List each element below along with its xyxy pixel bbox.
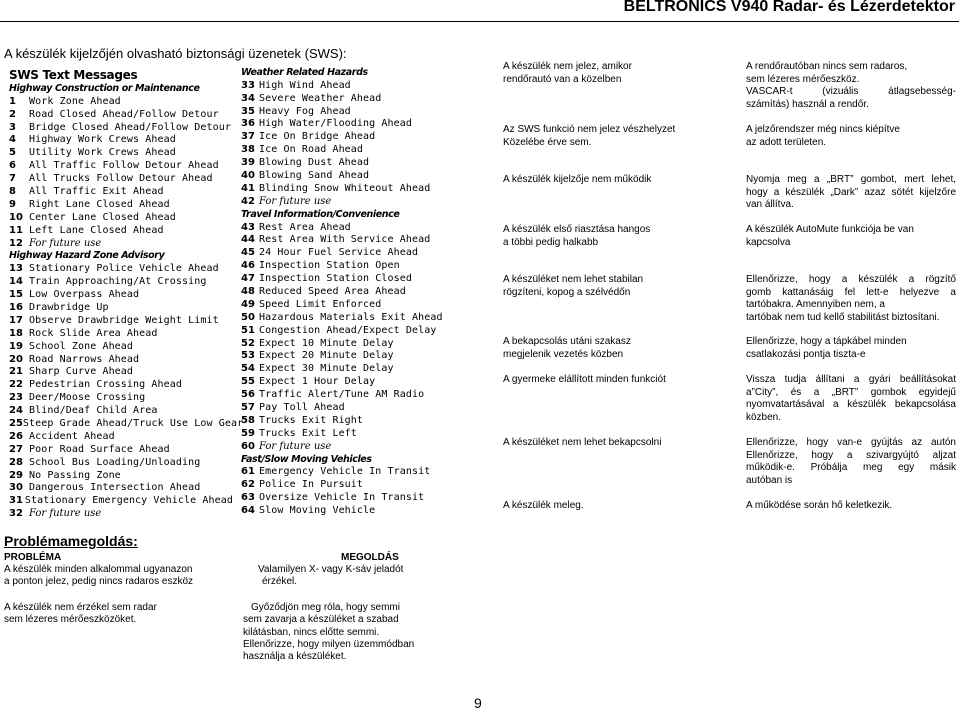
sws-message-number: 57 <box>241 401 255 413</box>
sws-section-heading: Weather Related Hazards <box>241 67 368 78</box>
problem-line: A készülék meleg. <box>503 500 584 511</box>
sws-message-row <box>241 286 461 299</box>
solution-column-header: MEGOLDÁS <box>341 552 399 563</box>
sws-message-number: 35 <box>241 105 255 117</box>
sws-message-text: Blind/Deaf Child Area <box>29 405 158 417</box>
problem-line: Közelébe érve sem. <box>503 136 592 148</box>
solution-line: Nyomja meg a „BRT” gombot, mert lehet, <box>746 174 956 185</box>
sws-message-text: Accident Ahead <box>29 430 115 442</box>
problem-line: A készülék nem jelez, amikor <box>503 61 632 72</box>
solution-line: számítás) használ a rendőr. <box>746 98 869 110</box>
sws-message-number: 21 <box>9 366 23 378</box>
sws-message-number: 63 <box>241 492 255 504</box>
troubleshooting-problem <box>503 124 713 149</box>
sws-message-text: School Zone Ahead <box>29 340 134 352</box>
sws-message-text: Heavy Fog Ahead <box>259 105 351 117</box>
sws-message-number: 34 <box>241 92 255 104</box>
sws-message-number: 40 <box>241 170 255 182</box>
problem-text: A készülék minden alkalommal ugyanazon <box>4 564 193 575</box>
sws-message-text: Blowing Dust Ahead <box>259 157 370 169</box>
sws-message-row <box>9 302 233 315</box>
sws-message-text: Congestion Ahead/Expect Delay <box>259 324 437 336</box>
sws-message-text: Trucks Exit Left <box>259 427 357 439</box>
sws-message-number: 27 <box>9 443 23 455</box>
solution-line: működik-e. Próbálja meg egy másik <box>746 462 956 473</box>
solution-line: tartóbakra. Amennyiben nem, a <box>746 299 885 310</box>
sws-message-row <box>9 225 233 238</box>
solution-line: Ellenőrizze, hogy van-e gyújtás az autón <box>746 437 956 448</box>
problem-solving-heading: Problémamegoldás: <box>4 533 138 549</box>
problem-text: sem lézeres mérőeszközöket. <box>4 614 137 626</box>
sws-message-number: 5 <box>9 147 16 159</box>
sws-message-row <box>9 405 233 418</box>
sws-message-row <box>9 470 233 483</box>
sws-message-row <box>241 93 461 106</box>
sws-message-row <box>241 350 461 363</box>
problem-line: A készülék első riasztása hangos <box>503 224 651 235</box>
sws-heading: A készülék kijelzőjén olvasható biztonsági üzenetek (SWS): <box>4 46 347 61</box>
sws-message-number: 16 <box>9 301 23 313</box>
sws-message-row <box>241 402 461 415</box>
sws-message-row <box>9 263 233 276</box>
problem-line: A készülék kijelzője nem működik <box>503 174 652 185</box>
troubleshooting-solution <box>746 336 956 361</box>
solution-line: hogy a készülék „Dark” azaz sötét kijelzőre <box>746 186 956 198</box>
sws-message-row <box>241 234 461 247</box>
sws-message-row <box>9 354 233 367</box>
solution-text: érzékel. <box>262 576 298 588</box>
sws-message-number: 29 <box>9 469 23 481</box>
sws-message-text: Reduced Speed Area Ahead <box>259 285 406 297</box>
sws-message-row <box>241 299 461 312</box>
sws-message-number: 1 <box>9 95 16 107</box>
solution-line: a”City”, és a „BRT” gombok egyidejű <box>746 386 956 398</box>
sws-message-row <box>9 341 233 354</box>
problem-text: A készülék nem érzékel sem radar <box>4 602 157 613</box>
sws-message-text: Hazardous Materials Exit Ahead <box>259 311 443 323</box>
sws-message-text: Oversize Vehicle In Transit <box>259 492 425 504</box>
solution-line: Vissza tudja állítani a gyári beállításokat <box>746 374 956 385</box>
sws-message-number: 26 <box>9 430 23 442</box>
sws-message-row <box>241 118 461 131</box>
sws-message-number: 23 <box>9 392 23 404</box>
sws-message-number: 60 <box>241 440 255 452</box>
sws-message-row <box>241 415 461 428</box>
sws-message-number: 53 <box>241 350 255 362</box>
sws-column-right <box>241 67 461 518</box>
sws-message-number: 9 <box>9 198 16 210</box>
sws-message-text: Blinding Snow Whiteout Ahead <box>259 182 431 194</box>
problem-line: A bekapcsolás utáni szakasz <box>503 336 631 347</box>
sws-message-number: 11 <box>9 224 23 236</box>
sws-message-text: No Passing Zone <box>29 469 121 481</box>
sws-message-number: 49 <box>241 298 255 310</box>
solution-text: használja a készüléket. <box>243 651 347 663</box>
sws-section-heading: Travel Information/Convenience <box>241 208 400 220</box>
sws-message-number: 44 <box>241 234 255 246</box>
sws-message-text: Stationary Police Vehicle Ahead <box>29 263 219 275</box>
sws-message-row <box>9 173 233 186</box>
solution-line: kapcsolva <box>746 236 791 248</box>
sws-message-number: 41 <box>241 182 255 194</box>
sws-message-text: Train Approaching/At Crossing <box>29 276 207 288</box>
sws-message-row <box>241 183 461 196</box>
troubleshooting-problem <box>503 174 713 187</box>
sws-message-text: School Bus Loading/Unloading <box>29 456 201 468</box>
sws-message-row <box>9 186 233 199</box>
sws-message-table <box>6 67 443 522</box>
sws-message-number: 50 <box>241 311 255 323</box>
sws-message-row <box>241 196 461 209</box>
sws-section-heading: Fast/Slow Moving Vehicles <box>241 453 372 465</box>
sws-message-row <box>241 325 461 338</box>
sws-message-number: 4 <box>9 134 16 146</box>
sws-message-number: 59 <box>241 427 255 439</box>
solution-line: VASCAR-t (vizuális átlagsebesség- <box>746 86 956 97</box>
sws-column-left <box>9 67 244 521</box>
sws-message-number: 2 <box>9 108 16 120</box>
sws-message-row <box>241 492 461 505</box>
troubleshooting-solution <box>746 174 956 212</box>
troubleshooting-solution <box>746 500 956 513</box>
sws-message-text: Slow Moving Vehicle <box>259 505 376 516</box>
sws-message-number: 19 <box>9 340 23 352</box>
sws-section-heading: Highway Construction or Maintenance <box>9 83 200 94</box>
sws-message-text: High Water/Flooding Ahead <box>259 118 413 130</box>
sws-message-text: Trucks Exit Right <box>259 414 364 426</box>
sws-message-number: 36 <box>241 118 255 130</box>
sws-message-number: 12 <box>9 237 23 249</box>
sws-message-number: 13 <box>9 263 23 275</box>
sws-message-text: Expect 1 Hour Delay <box>259 376 376 388</box>
sws-message-row <box>241 273 461 286</box>
sws-message-text: Stationary Emergency Vehicle Ahead <box>24 495 233 507</box>
sws-message-row <box>241 312 461 325</box>
sws-message-row <box>241 131 461 144</box>
document-title: BELTRONICS V940 Radar- és Lézerdetektor <box>623 0 955 15</box>
sws-message-row <box>241 260 461 273</box>
solution-line: van állítva. <box>746 199 794 210</box>
solution-line: nyomvatartásával a készülék bekapcsolása <box>746 399 956 410</box>
sws-message-number: 55 <box>241 376 255 388</box>
sws-message-row <box>241 157 461 170</box>
troubleshooting-problem <box>503 374 713 387</box>
problem-line: a többi pedig halkabb <box>503 236 599 248</box>
sws-message-row <box>9 212 233 225</box>
troubleshooting-solution <box>746 61 956 111</box>
troubleshooting-problem <box>503 437 713 450</box>
solution-line: autóban is <box>746 474 793 486</box>
sws-message-row <box>241 363 461 376</box>
solution-line: az adott területen. <box>746 136 827 148</box>
sws-message-number: 3 <box>9 121 16 133</box>
sws-message-number: 37 <box>241 131 255 143</box>
sws-message-number: 51 <box>241 324 255 336</box>
solution-line: Ellenőrizze, hogy a készülék a rögzítő <box>746 274 956 285</box>
sws-message-text: Rest Area With Service Ahead <box>259 234 431 246</box>
sws-section-heading: Highway Hazard Zone Advisory <box>9 250 165 262</box>
solution-line: közben. <box>746 411 782 423</box>
sws-message-row <box>241 222 461 235</box>
sws-message-row <box>9 96 233 109</box>
sws-message-text: Expect 10 Minute Delay <box>259 337 394 349</box>
sws-message-text: Poor Road Surface Ahead <box>29 443 170 455</box>
sws-message-row <box>241 505 461 518</box>
sws-message-row <box>9 109 233 122</box>
sws-message-number: 6 <box>9 160 16 172</box>
sws-message-number: 10 <box>9 211 23 223</box>
problem-line: A gyermeke elállított minden funkciót <box>503 374 666 385</box>
troubleshooting-solution <box>746 437 956 487</box>
sws-message-row <box>9 417 244 431</box>
solution-line: A rendőrautóban nincs sem radaros, <box>746 61 908 72</box>
sws-message-row <box>9 315 233 328</box>
solution-line: tartóbak nem tud kellő stabilitást biztosítani. <box>746 311 940 323</box>
solution-line: A működése során hő keletkezik. <box>746 500 893 511</box>
sws-message-number: 56 <box>241 389 255 401</box>
sws-message-text: All Traffic Follow Detour Ahead <box>29 160 219 172</box>
sws-message-text: Steep Grade Ahead/Truck Use Low Gear <box>22 417 244 429</box>
sws-message-row <box>9 238 233 251</box>
sws-message-number: 28 <box>9 456 23 468</box>
solution-text: kilátásban, nincs előtte semmi. <box>243 626 380 638</box>
sws-message-number: 7 <box>9 173 16 185</box>
sws-message-text: Inspection Station Closed <box>259 273 413 285</box>
problem-line: rögzíteni, kopog a szélvédőn <box>503 286 631 298</box>
sws-message-text: Speed Limit Enforced <box>259 298 382 310</box>
sws-title: SWS Text Messages <box>9 68 138 82</box>
sws-message-text: Highway Work Crews Ahead <box>29 134 176 146</box>
sws-message-number: 25 <box>9 417 23 429</box>
sws-message-text: Dangerous Intersection Ahead <box>29 482 201 494</box>
sws-message-number: 20 <box>9 353 23 365</box>
solution-text: sem zavarja a készüléket a szabad <box>243 614 399 626</box>
solution-line: sem lézeres mérőeszköz. <box>746 73 860 85</box>
sws-message-number: 52 <box>241 337 255 349</box>
sws-message-row <box>9 289 233 302</box>
sws-message-row <box>9 199 233 212</box>
sws-message-text: Inspection Station Open <box>259 260 400 272</box>
sws-message-number: 30 <box>9 482 23 494</box>
sws-message-row <box>241 106 461 119</box>
sws-message-text: Severe Weather Ahead <box>259 92 382 104</box>
sws-message-text: Deer/Moose Crossing <box>29 392 146 404</box>
sws-message-row <box>241 479 461 492</box>
sws-message-text: Drawbridge Up <box>29 301 109 313</box>
solution-line: Ellenőrizze, hogy a szivargyújtó aljzat <box>746 449 956 461</box>
page-number: 9 <box>474 695 482 711</box>
sws-message-number: 64 <box>241 505 255 516</box>
sws-message-number: 62 <box>241 479 255 491</box>
sws-message-number: 17 <box>9 314 23 326</box>
sws-message-row <box>241 466 461 479</box>
sws-message-text: Pedestrian Crossing Ahead <box>29 379 183 391</box>
sws-message-text: Observe Drawbridge Weight Limit <box>29 314 219 326</box>
problem-line: rendőrautó van a közelben <box>503 73 622 85</box>
sws-message-row <box>9 328 233 341</box>
sws-message-number: 58 <box>241 414 255 426</box>
sws-message-text: For future use <box>29 237 102 249</box>
sws-message-number: 32 <box>9 508 23 520</box>
sws-message-number: 47 <box>241 273 255 285</box>
sws-message-text: For future use <box>259 440 332 452</box>
sws-message-text: Rest Area Ahead <box>259 221 351 233</box>
sws-message-row <box>241 376 461 389</box>
sws-message-number: 31 <box>9 495 23 507</box>
sws-message-row <box>241 441 461 454</box>
sws-message-text: Expect 30 Minute Delay <box>259 363 394 375</box>
sws-message-text: Expect 20 Minute Delay <box>259 350 394 362</box>
sws-message-text: Emergency Vehicle In Transit <box>259 466 431 478</box>
sws-message-number: 43 <box>241 221 255 233</box>
sws-message-row <box>9 495 233 508</box>
sws-message-text: Low Overpass Ahead <box>29 289 140 301</box>
problem-line: A készüléket nem lehet bekapcsolni <box>503 437 662 448</box>
sws-message-text: Ice On Road Ahead <box>259 144 364 156</box>
sws-message-number: 38 <box>241 144 255 156</box>
sws-message-row <box>9 160 233 173</box>
sws-message-number: 22 <box>9 379 23 391</box>
sws-message-text: Road Closed Ahead/Follow Detour <box>29 108 219 120</box>
sws-message-text: Center Lane Closed Ahead <box>29 211 176 223</box>
header-rule <box>0 21 959 22</box>
sws-message-text: For future use <box>29 508 102 520</box>
sws-message-text: Road Narrows Ahead <box>29 353 140 365</box>
solution-text: Ellenőrizze, hogy milyen üzemmódban <box>243 638 415 650</box>
problem-text: a ponton jelez, pedig nincs radaros eszköz <box>4 576 194 588</box>
sws-message-row <box>241 144 461 157</box>
sws-message-row <box>9 392 233 405</box>
sws-message-row <box>9 457 233 470</box>
sws-message-text: Bridge Closed Ahead/Follow Detour <box>29 121 231 133</box>
sws-message-number: 42 <box>241 195 255 207</box>
sws-message-text: Police In Pursuit <box>259 479 364 491</box>
troubleshooting-problem <box>503 336 713 361</box>
sws-message-number: 46 <box>241 260 255 272</box>
solution-line: csatlakozási pontja tiszta-e <box>746 348 866 360</box>
sws-message-text: Right Lane Closed Ahead <box>29 198 170 210</box>
sws-message-number: 18 <box>9 327 23 339</box>
sws-message-text: Blowing Sand Ahead <box>259 170 370 182</box>
sws-message-text: Work Zone Ahead <box>29 95 121 107</box>
sws-message-number: 45 <box>241 247 255 259</box>
sws-message-text: 24 Hour Fuel Service Ahead <box>259 247 419 259</box>
sws-message-row <box>9 276 233 289</box>
sws-message-number: 48 <box>241 285 255 297</box>
troubleshooting-problem <box>503 500 713 513</box>
troubleshooting-solution <box>746 274 956 324</box>
sws-message-number: 24 <box>9 405 23 417</box>
sws-message-row <box>9 122 233 135</box>
problem-line: megjelenik vezetés közben <box>503 348 624 360</box>
sws-message-text: All Traffic Exit Ahead <box>29 186 164 198</box>
problem-column-header: PROBLÉMA <box>4 552 62 563</box>
sws-message-number: 33 <box>241 79 255 91</box>
troubleshooting-solution <box>746 374 956 424</box>
sws-message-row <box>241 338 461 351</box>
solution-text: Valamilyen X- vagy K-sáv jeladót <box>258 564 404 575</box>
problem-line: A készüléket nem lehet stabilan <box>503 274 644 285</box>
troubleshooting-solution <box>746 224 956 249</box>
page-header <box>0 0 959 20</box>
sws-message-row <box>9 366 233 379</box>
sws-message-number: 39 <box>241 157 255 169</box>
sws-message-row <box>9 379 233 392</box>
sws-message-number: 61 <box>241 466 255 478</box>
sws-message-row <box>241 170 461 183</box>
sws-message-row <box>241 428 461 441</box>
sws-message-row <box>9 482 233 495</box>
solution-text: Győződjön meg róla, hogy semmi <box>251 602 400 613</box>
sws-message-row <box>241 389 461 402</box>
sws-message-text: Pay Toll Ahead <box>259 401 345 413</box>
sws-message-text: For future use <box>259 195 332 207</box>
sws-message-row <box>9 431 233 444</box>
sws-message-number: 54 <box>241 363 255 375</box>
sws-message-row <box>9 147 233 160</box>
sws-message-text: High Wind Ahead <box>259 79 351 91</box>
sws-message-row <box>9 508 233 521</box>
sws-message-number: 15 <box>9 289 23 301</box>
sws-message-text: Left Lane Closed Ahead <box>29 224 164 236</box>
sws-message-row <box>241 80 461 93</box>
solution-line: Ellenőrizze, hogy a tápkábel minden <box>746 336 907 347</box>
troubleshooting-problem <box>503 61 713 86</box>
sws-message-text: Ice On Bridge Ahead <box>259 131 376 143</box>
sws-message-row <box>9 444 233 457</box>
sws-message-row <box>9 134 233 147</box>
sws-message-text: Sharp Curve Ahead <box>29 366 134 378</box>
problem-line: Az SWS funkció nem jelez vészhelyzet <box>503 124 676 135</box>
solution-line: A készülék AutoMute funkciója be van <box>746 224 914 235</box>
sws-message-text: All Trucks Follow Detour Ahead <box>29 173 213 185</box>
solution-line: gomb kattanásáig fel lett-e helyezve a <box>746 286 956 298</box>
sws-message-number: 14 <box>9 276 23 288</box>
solution-line: A jelzőrendszer még nincs kiépítve <box>746 124 900 135</box>
sws-message-row <box>241 247 461 260</box>
sws-message-text: Utility Work Crews Ahead <box>29 147 176 159</box>
troubleshooting-problem <box>503 224 713 249</box>
sws-message-text: Traffic Alert/Tune AM Radio <box>259 389 425 401</box>
troubleshooting-solution <box>746 124 956 149</box>
sws-message-number: 8 <box>9 186 16 198</box>
troubleshooting-problem <box>503 274 713 299</box>
sws-message-text: Rock Slide Area Ahead <box>29 327 158 339</box>
